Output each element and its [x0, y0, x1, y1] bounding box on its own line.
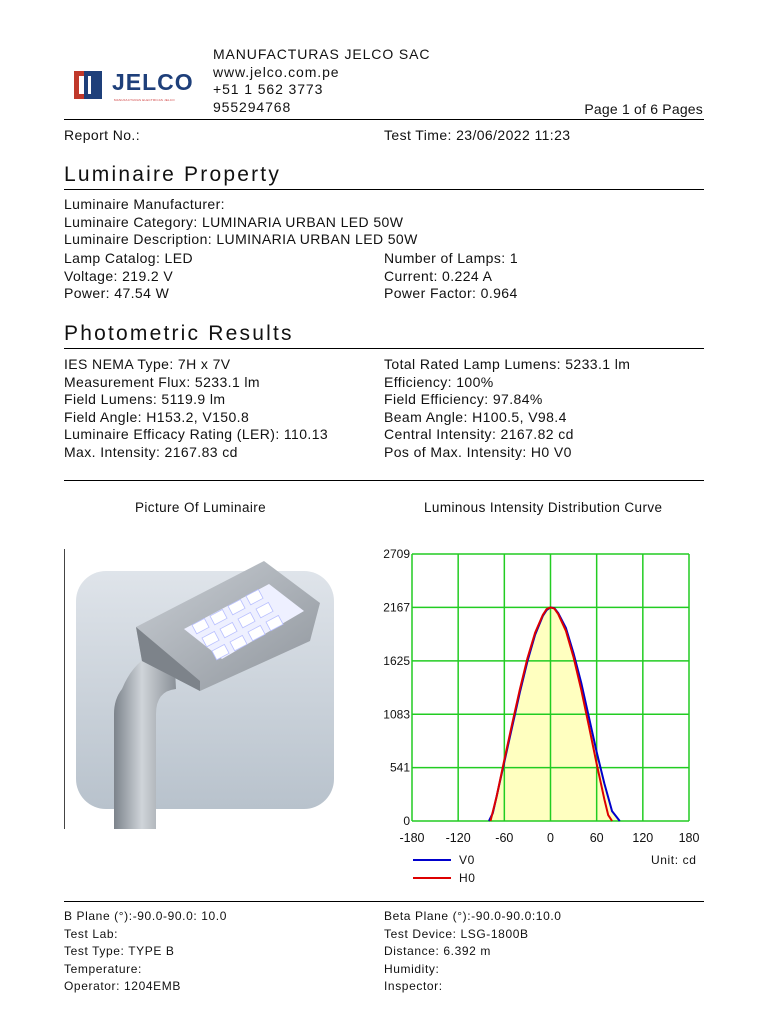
luminaire-image	[64, 549, 342, 829]
total-rated-lamp-lumens: Total Rated Lamp Lumens: 5233.1 lm	[384, 356, 631, 372]
photometric-right	[384, 356, 630, 461]
logo-subtext: MANUFACTURAS ELECTRICAS JELCO	[114, 98, 175, 102]
x-tick-label: 120	[632, 831, 654, 845]
luminaire-property-full	[64, 196, 418, 249]
x-tick-label: -60	[495, 831, 514, 845]
field-lumens: Field Lumens: 5119.9 lm	[64, 391, 226, 407]
luminaire-manufacturer: Luminaire Manufacturer:	[64, 196, 225, 212]
picture-caption: Picture Of Luminaire	[135, 500, 267, 515]
legend-swatch-h0	[413, 877, 451, 879]
section-title-photometric-results: Photometric Results	[64, 322, 294, 345]
section-divider	[64, 480, 704, 481]
y-tick-label: 2709	[383, 547, 410, 561]
footer-left	[64, 908, 227, 996]
luminaire-picture	[64, 549, 342, 829]
power: Power: 47.54 W	[64, 285, 170, 301]
intensity-distribution-chart	[360, 545, 720, 890]
test-lab: Test Lab:	[64, 926, 119, 941]
legend-label-h0: H0	[459, 871, 476, 885]
test-device: Test Device: LSG-1800B	[384, 926, 529, 941]
power-factor: Power Factor: 0.964	[384, 285, 518, 301]
central-intensity: Central Intensity: 2167.82 cd	[384, 426, 574, 442]
distance: Distance: 6.392 m	[384, 944, 491, 958]
section-title-luminaire-property: Luminaire Property	[64, 163, 282, 186]
legend-label-v0: V0	[459, 853, 475, 867]
voltage: Voltage: 219.2 V	[64, 267, 174, 284]
y-tick-label: 1625	[383, 653, 410, 668]
operator: Operator: 1204EMB	[64, 979, 181, 993]
temperature: Temperature:	[64, 961, 142, 976]
company-mobile: 955294768	[213, 98, 292, 115]
company-logo	[72, 68, 194, 104]
chart-caption: Luminous Intensity Distribution Curve	[424, 500, 663, 515]
jelco-logo-icon	[72, 68, 106, 102]
photometric-left	[64, 356, 328, 461]
pos-max-intensity: Pos of Max. Intensity: H0 V0	[384, 443, 572, 460]
efficiency: Efficiency: 100%	[384, 373, 494, 390]
section-divider	[64, 348, 704, 349]
luminaire-property-right	[384, 250, 518, 303]
test-time: Test Time: 23/06/2022 11:23	[384, 127, 571, 143]
y-tick-label: 541	[389, 760, 410, 775]
company-website: www.jelco.com.pe	[213, 63, 340, 80]
company-name: MANUFACTURAS JELCO SAC	[213, 46, 431, 62]
max-intensity: Max. Intensity: 2167.83 cd	[64, 443, 238, 460]
luminaire-category: Luminaire Category: LUMINARIA URBAN LED 50W	[64, 213, 404, 230]
x-tick-label: 60	[589, 831, 604, 845]
plot-area	[383, 547, 699, 845]
page-info: Page 1 of 6 Pages	[584, 101, 703, 117]
report-no: Report No.:	[64, 127, 140, 143]
y-tick-label: 1083	[383, 707, 410, 722]
company-phone: +51 1 562 3773	[213, 81, 324, 97]
lamp-catalog: Lamp Catalog: LED	[64, 250, 193, 266]
x-tick-label: -120	[445, 831, 471, 845]
legend-swatch-v0	[413, 859, 451, 861]
footer-right	[384, 908, 562, 996]
footer-divider	[64, 901, 704, 902]
luminaire-property-left	[64, 250, 193, 303]
field-angle: Field Angle: H153.2, V150.8	[64, 408, 250, 425]
beta-plane: Beta Plane (°):-90.0-90.0:10.0	[384, 909, 562, 923]
field-efficiency: Field Efficiency: 97.84%	[384, 391, 543, 407]
logo-text: JELCO	[112, 69, 194, 95]
y-tick-label: 0	[403, 814, 410, 828]
x-tick-label: 180	[678, 831, 700, 845]
current: Current: 0.224 A	[384, 267, 493, 284]
test-type: Test Type: TYPE B	[64, 944, 175, 958]
x-tick-label: -180	[399, 831, 425, 845]
x-tick-label: 0	[547, 831, 554, 845]
b-plane: B Plane (°):-90.0-90.0: 10.0	[64, 909, 228, 923]
inspector: Inspector:	[384, 979, 443, 993]
ies-nema-type: IES NEMA Type: 7H x 7V	[64, 356, 231, 372]
y-tick-label: 2167	[383, 600, 410, 615]
beam-angle: Beam Angle: H100.5, V98.4	[384, 408, 567, 425]
header-divider	[64, 119, 704, 120]
number-of-lamps: Number of Lamps: 1	[384, 250, 519, 266]
ler: Luminaire Efficacy Rating (LER): 110.13	[64, 426, 329, 442]
luminaire-description: Luminaire Description: LUMINARIA URBAN LED 50W	[64, 231, 418, 247]
measurement-flux: Measurement Flux: 5233.1 lm	[64, 373, 260, 390]
unit-label: Unit: cd	[651, 853, 697, 867]
section-divider	[64, 189, 704, 190]
company-info	[213, 46, 430, 116]
humidity: Humidity:	[384, 961, 440, 976]
